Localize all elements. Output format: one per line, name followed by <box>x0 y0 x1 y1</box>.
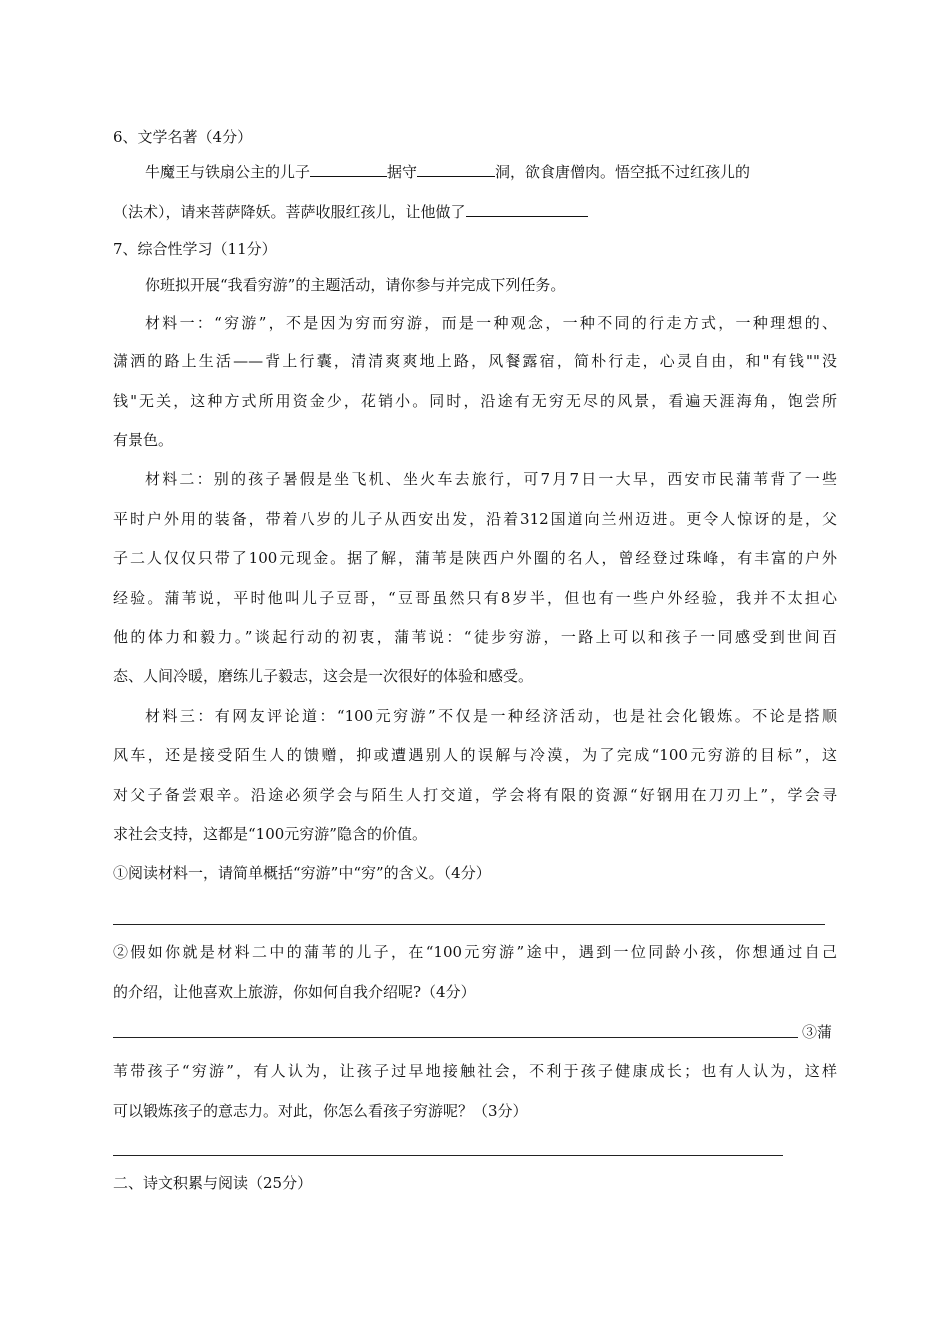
material1-line: 钱"无关，这种方式所用资金少，花销小。同时，沿途有无穷无尽的风景，看遍天涯海角，饱尝所 <box>113 392 837 410</box>
q6-line2 <box>113 201 837 223</box>
material3-line: 对父子备尝艰辛。沿途必须学会与陌生人打交道，学会将有限的资源“好钢用在刀刃上”，学会寻 <box>113 786 837 804</box>
material2-line: 平时户外用的装备，带着八岁的儿子从西安出发，沿着312国道向兰州迈进。更令人惊讶的是，父 <box>113 510 837 528</box>
q6-text-b: 据守 <box>387 163 418 181</box>
material2-line: 材料二：别的孩子暑假是坐飞机、坐火车去旅行，可7月7日一大早，西安市民蒲苇背了一些 <box>145 470 837 488</box>
q6-text-c: 洞，欲食唐僧肉。悟空抵不过红孩儿的 <box>495 163 751 181</box>
material2-line: 他的体力和毅力。”谈起行动的初衷，蒲苇说：“徒步穷游，一路上可以和孩子一同感受到世间百 <box>113 628 837 646</box>
q6-text-a: 牛魔王与铁扇公主的儿子 <box>145 163 311 181</box>
material2-line: 态、人间冷暖，磨练儿子毅志，这会是一次很好的体验和感受。 <box>113 667 534 685</box>
material2-line: 子二人仅仅只带了100元现金。据了解，蒲苇是陕西户外圈的名人，曾经登过珠峰，有丰富的户外 <box>113 549 837 567</box>
material1-line: 有景色。 <box>113 431 174 449</box>
section2-title: 二、诗文积累与阅读（25分） <box>113 1174 313 1192</box>
q6-blank-role[interactable] <box>466 202 588 217</box>
material1-line: 潇洒的路上生活——背上行囊，清清爽爽地上路，风餐露宿，简朴行走，心灵自由，和"有钱""没 <box>113 352 837 370</box>
sub-question-2-line: ②假如你就是材料二中的蒲苇的儿子，在“100元穷游”途中，遇到一位同龄小孩，你想通过自己 <box>113 943 837 961</box>
sub-question-3-line: 可以锻炼孩子的意志力。对此，你怎么看孩子穷游呢？（3分） <box>113 1102 528 1120</box>
sub-question-3-start: ③蒲 <box>802 1023 833 1041</box>
sub-question-3-line: 苇带孩子“穷游”，有人认为，让孩子过早地接触社会，不利于孩子健康成长；也有人认为，这样 <box>113 1062 837 1080</box>
material2-line: 经验。蒲苇说，平时他叫儿子豆哥，“豆哥虽然只有8岁半，但也有一些户外经验，我并不太担心 <box>113 589 837 607</box>
material3-line: 材料三：有网友评论道：“100元穷游”不仅是一种经济活动，也是社会化锻炼。不论是搭顺 <box>145 707 837 725</box>
q6-blank-cave-name[interactable] <box>417 162 495 177</box>
answer-line-2[interactable] <box>113 1037 798 1038</box>
material3-line: 求社会支持，这都是“100元穷游”隐含的价值。 <box>113 825 427 843</box>
sub-question-1: ①阅读材料一，请简单概括“穷游”中“穷”的含义。（4分） <box>113 864 491 882</box>
answer-line-1[interactable] <box>113 924 825 925</box>
q7-title: 7、综合性学习（11分） <box>113 240 277 258</box>
material1-line: 材料一：“穷游”，不是因为穷而穷游，而是一种观念，一种不同的行走方式，一种理想的、 <box>145 314 837 332</box>
q7-intro: 你班拟开展“我看穷游”的主题活动，请你参与并完成下列任务。 <box>145 276 566 294</box>
sub-question-2-line: 的介绍，让他喜欢上旅游，你如何自我介绍呢?（4分） <box>113 983 476 1001</box>
material3-line: 风车，还是接受陌生人的馈赠，抑或遭遇别人的误解与冷漠，为了完成“100元穷游的目标”，这 <box>113 746 837 764</box>
q6-line1 <box>145 161 837 183</box>
q6-title: 6、文学名著（4分） <box>113 128 253 146</box>
q6-blank-son-name[interactable] <box>310 162 387 177</box>
q6-text-d: （法术），请来菩萨降妖。菩萨收服红孩儿，让他做了 <box>113 203 466 221</box>
answer-line-3[interactable] <box>113 1155 783 1156</box>
